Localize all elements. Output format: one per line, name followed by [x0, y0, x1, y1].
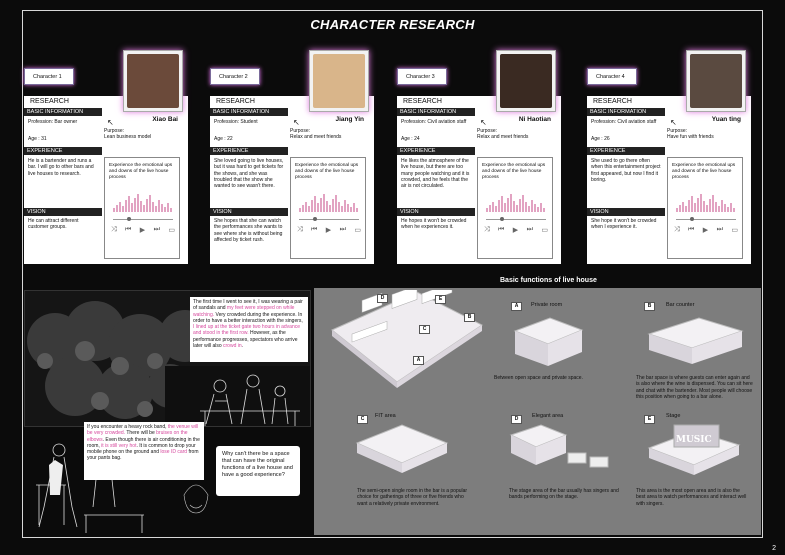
previous-icon[interactable]: ⏮: [311, 226, 318, 233]
area-a-text: Between open space and private space.: [494, 375, 583, 381]
plan-label-e: E: [435, 295, 446, 304]
wave-bar: [125, 200, 127, 212]
character-tab: Character 4: [587, 68, 637, 85]
vision-text: He hopes it won't be crowded when he experiences it.: [401, 218, 467, 231]
emotion-player-panel: [104, 157, 180, 259]
bar-counter-model: [644, 316, 744, 368]
purpose: [104, 128, 184, 140]
note-text: . Even though there is air conditioning in the room,: [87, 436, 200, 449]
wave-bar: [676, 208, 678, 212]
portrait-image: [690, 54, 742, 108]
fit-area-model: [352, 423, 452, 478]
wave-bar: [170, 208, 172, 212]
basic-info-header: BASIC INFORMATION: [397, 108, 475, 116]
wave-bar: [164, 207, 166, 212]
character-photo: [686, 50, 746, 112]
profession: Profession: Bar owner: [28, 119, 78, 125]
wave-bar: [128, 196, 130, 212]
emotion-player-panel: [667, 157, 743, 259]
wave-bar: [149, 195, 151, 212]
wave-bar: [113, 208, 115, 212]
age: Age : 24: [401, 136, 420, 142]
wave-bar: [353, 203, 355, 212]
wave-bar: [715, 202, 717, 212]
profession: Profession: Civil aviation staff: [401, 119, 467, 125]
wave-bar: [724, 204, 726, 212]
player-controls: [484, 226, 548, 234]
vision-header: VISION: [397, 208, 475, 216]
plan-label-c: C: [419, 325, 430, 334]
wave-bar: [510, 194, 512, 212]
playlist-icon[interactable]: ▭: [354, 227, 361, 234]
cursor-icon: ↖: [107, 118, 114, 127]
slider-knob[interactable]: [127, 217, 131, 221]
cursor-icon: ↖: [293, 118, 300, 127]
research-label: RESEARCH: [30, 98, 69, 105]
wave-bar: [323, 194, 325, 212]
wave-bar: [685, 206, 687, 212]
play-icon[interactable]: ▶: [512, 227, 519, 234]
experience-header: EXPERIENCE: [210, 147, 288, 155]
wave-bar: [682, 202, 684, 212]
area-a-title: Private room: [531, 302, 563, 308]
note-text: from your pants bag.: [87, 449, 199, 462]
basic-info-header: BASIC INFORMATION: [24, 108, 102, 116]
wave-bar: [329, 205, 331, 212]
vision-header: VISION: [24, 208, 102, 216]
character-photo: [496, 50, 556, 112]
wave-bar: [688, 200, 690, 212]
experience-header: EXPERIENCE: [397, 147, 475, 155]
note-highlight: lose ID card: [160, 449, 188, 456]
wave-bar: [134, 198, 136, 212]
area-b-text: The bar space is where guests can enter again and is also where the wine is dispensed. You can sit here and chat with the bartender. Most people will choose this position when going to a bar alone.: [636, 375, 753, 400]
wave-bar: [486, 208, 488, 212]
wave-bar: [302, 205, 304, 212]
wave-bar: [679, 205, 681, 212]
basic-info-header: BASIC INFORMATION: [587, 108, 665, 116]
plan-label-a: A: [413, 356, 424, 365]
emotion-waveform: [113, 190, 173, 212]
wave-bar: [522, 195, 524, 212]
shuffle-icon[interactable]: ⤨: [297, 226, 303, 233]
emotion-waveform: [299, 190, 359, 212]
functions-title: Basic functions of live house: [500, 277, 597, 284]
basic-info-header: BASIC INFORMATION: [210, 108, 288, 116]
note-highlight: the venue will be very crowded.: [87, 424, 199, 437]
wave-bar: [733, 208, 735, 212]
shuffle-icon[interactable]: ⤨: [484, 226, 490, 233]
character-name: Yuan ting: [711, 116, 741, 123]
character-tab: Character 3: [397, 68, 447, 85]
previous-icon[interactable]: ⏮: [125, 226, 132, 233]
character-card-1: [24, 68, 188, 264]
cursor-icon: ↖: [670, 118, 677, 127]
area-d-label: D: [511, 415, 522, 424]
vision-header: VISION: [587, 208, 665, 216]
wave-bar: [308, 206, 310, 212]
research-label: RESEARCH: [593, 98, 632, 105]
play-icon[interactable]: ▶: [325, 227, 332, 234]
previous-icon[interactable]: ⏮: [498, 226, 505, 233]
panel-text: Experience the emotional ups and downs of the live house process: [109, 163, 173, 180]
previous-icon[interactable]: ⏮: [688, 226, 695, 233]
plan-label-b: B: [464, 313, 475, 322]
emotion-player-panel: [290, 157, 366, 259]
slider-knob[interactable]: [500, 217, 504, 221]
next-icon[interactable]: ⏭: [153, 226, 160, 233]
wave-bar: [492, 202, 494, 212]
area-e-label: E: [644, 415, 655, 424]
area-b-label: B: [644, 302, 655, 311]
wave-bar: [122, 206, 124, 212]
purpose-label: Purpose:: [477, 128, 498, 134]
progress-slider[interactable]: [676, 219, 736, 220]
cursor-icon: ↖: [480, 118, 487, 127]
character-tab: Character 1: [24, 68, 74, 85]
character-photo: [123, 50, 183, 112]
wave-bar: [158, 200, 160, 212]
next-icon[interactable]: ⏭: [526, 226, 533, 233]
functions-panel: [314, 288, 761, 535]
emotion-player-panel: [477, 157, 553, 259]
playlist-icon[interactable]: ▭: [541, 227, 548, 234]
character-card-3: [397, 68, 561, 264]
wave-bar: [338, 202, 340, 212]
wave-bar: [131, 203, 133, 212]
emotion-waveform: [676, 190, 736, 212]
wave-bar: [727, 207, 729, 212]
wave-bar: [143, 205, 145, 212]
wave-bar: [528, 206, 530, 212]
panel-text: Experience the emotional ups and downs of the live house process: [672, 163, 736, 180]
purpose-value: Have fun with friends: [667, 134, 714, 140]
character-tab: Character 2: [210, 68, 260, 85]
wave-bar: [525, 202, 527, 212]
wave-bar: [116, 205, 118, 212]
character-photo: [309, 50, 369, 112]
wave-bar: [332, 199, 334, 212]
wave-bar: [119, 202, 121, 212]
slider-knob[interactable]: [313, 217, 317, 221]
progress-slider[interactable]: [113, 219, 173, 220]
character-card-2: [210, 68, 374, 264]
wave-bar: [320, 198, 322, 212]
area-a-label: A: [511, 302, 522, 311]
play-icon[interactable]: ▶: [139, 227, 146, 234]
wave-bar: [507, 198, 509, 212]
area-c-title: FIT area: [375, 413, 396, 419]
wave-bar: [531, 200, 533, 212]
wave-bar: [489, 205, 491, 212]
purpose: [290, 128, 370, 140]
area-c-label: C: [357, 415, 368, 424]
page-number: 2: [772, 545, 776, 552]
area-d-text: The stage area of the bar usually has singers and bands performing on the stage.: [509, 488, 619, 501]
elegant-area-model: [506, 423, 621, 478]
page-title: CHARACTER RESEARCH: [310, 17, 475, 32]
portrait-image: [127, 54, 179, 108]
playlist-icon[interactable]: ▭: [731, 227, 738, 234]
wave-bar: [712, 195, 714, 212]
age: Age : 26: [591, 136, 610, 142]
wave-bar: [703, 201, 705, 212]
vision-text: He can attract different customer groups.: [28, 218, 79, 231]
wave-bar: [317, 203, 319, 212]
wave-bar: [697, 198, 699, 212]
research-label: RESEARCH: [216, 98, 255, 105]
purpose: [667, 128, 747, 140]
experience-text: She used to go there often when this entertainment project first appeared, but now I find it boring.: [591, 158, 661, 183]
profession: Profession: Civil aviation staff: [591, 119, 657, 125]
floor-plan-iso: [322, 290, 487, 390]
area-d-title: Elegant area: [532, 413, 564, 419]
purpose-value: Relax and meet friends: [290, 134, 342, 140]
age: Age : 22: [214, 136, 233, 142]
wave-bar: [344, 200, 346, 212]
area-e-title: Stage: [666, 413, 681, 419]
note-text: .: [241, 343, 244, 350]
purpose-value: Relax and meet friends: [477, 134, 529, 140]
question-bubble: Why can't there be a space that can have the original functions of a live house and have a good experience?: [216, 446, 300, 496]
vision-header: VISION: [210, 208, 288, 216]
note-text: . It is common to drop your mobile phone on the ground and: [87, 442, 196, 456]
wave-bar: [700, 194, 702, 212]
purpose-label: Purpose:: [290, 128, 311, 134]
portrait-image: [500, 54, 552, 108]
wave-bar: [305, 202, 307, 212]
note-highlight: crowd in: [223, 343, 242, 350]
wave-bar: [311, 200, 313, 212]
wave-bar: [140, 201, 142, 212]
experience-note-rock-band: [84, 422, 204, 480]
note-text: If you encounter a heavy rock band,: [87, 424, 168, 430]
playlist-icon[interactable]: ▭: [168, 227, 175, 234]
character-name: Ni Haotian: [518, 116, 551, 123]
experience-text: He is a bartender and runs a bar. I will go to other bars and live houses to research.: [28, 158, 94, 177]
play-icon[interactable]: ▶: [702, 227, 709, 234]
emotion-waveform: [486, 190, 546, 212]
wave-bar: [501, 196, 503, 212]
player-controls: [674, 226, 738, 234]
experience-header: EXPERIENCE: [24, 147, 102, 155]
note-highlight: it is still very hot: [101, 442, 137, 449]
panel-text: Experience the emotional ups and downs of the live house process: [482, 163, 546, 180]
area-c-text: The semi-open single room in the bar is a popular choice for gatherings of three or five friends who want a relatively private environment.: [357, 488, 468, 507]
wave-bar: [137, 194, 139, 212]
note-highlight: I lined up at the ticket gate two hours in advance and stood in the first row.: [193, 324, 301, 337]
wave-bar: [540, 203, 542, 212]
wave-bar: [730, 203, 732, 212]
portrait-image: [313, 54, 365, 108]
wave-bar: [161, 204, 163, 212]
stage-model: [644, 423, 744, 478]
wave-bar: [146, 199, 148, 212]
wave-bar: [519, 199, 521, 212]
wave-bar: [537, 207, 539, 212]
wave-bar: [356, 208, 358, 212]
experience-header: EXPERIENCE: [587, 147, 665, 155]
wave-bar: [495, 206, 497, 212]
note-highlight: my feet were stepped on while watching.: [193, 305, 295, 318]
wave-bar: [347, 204, 349, 212]
wave-bar: [543, 208, 545, 212]
profession: Profession: Student: [214, 119, 258, 125]
purpose-label: Purpose:: [104, 128, 125, 134]
panel-text: Experience the emotional ups and downs of the live house process: [295, 163, 359, 180]
wave-bar: [152, 202, 154, 212]
wave-bar: [691, 196, 693, 212]
plan-label-d: D: [377, 294, 388, 303]
area-e-text: This area is the most open area and is also the best area to watch performances and interact well with singers.: [636, 488, 747, 507]
next-icon[interactable]: ⏭: [716, 226, 723, 233]
note-text: Very crowded during the experience. In order to have a better interaction with the singers,: [193, 311, 303, 324]
slider-knob[interactable]: [690, 217, 694, 221]
wave-bar: [341, 206, 343, 212]
wave-bar: [513, 201, 515, 212]
player-controls: [297, 226, 361, 234]
wave-bar: [167, 203, 169, 212]
experience-note-first-visit: [190, 297, 308, 362]
age: Age : 31: [28, 136, 47, 142]
wave-bar: [155, 206, 157, 212]
wave-bar: [299, 208, 301, 212]
stage-music-sign: MUSIC: [676, 435, 712, 445]
note-text: However, as the performance progresses, spectators who arrive later will also: [193, 330, 298, 350]
vision-text: She hopes that she can watch the performances she wants to see where she is without being affected by ticket rush.: [214, 218, 283, 243]
wave-bar: [504, 203, 506, 212]
experience-text: She loved going to live houses, but it was hard to get tickets for the shows, and she was troubled that the show she wanted to see wasn't there.: [214, 158, 284, 190]
wave-bar: [516, 205, 518, 212]
progress-slider[interactable]: [486, 219, 546, 220]
area-b-title: Bar counter: [666, 302, 695, 308]
wave-bar: [718, 206, 720, 212]
next-icon[interactable]: ⏭: [339, 226, 346, 233]
note-highlight: bruises on the elbows: [87, 430, 188, 443]
shuffle-icon[interactable]: ⤨: [111, 226, 117, 233]
progress-slider[interactable]: [299, 219, 359, 220]
wave-bar: [350, 207, 352, 212]
note-text: The first time I went to see it, I was wearing a pair of sandals and: [193, 299, 303, 312]
wave-bar: [335, 195, 337, 212]
wave-bar: [326, 201, 328, 212]
character-card-4: [587, 68, 751, 264]
research-label: RESEARCH: [403, 98, 442, 105]
experience-text: He likes the atmosphere of the live house, but there are too many people watching and it is crowded, and he feels that the air is not circulated.: [401, 158, 470, 190]
wave-bar: [721, 200, 723, 212]
vision-text: She hope it won't be crowded when I experience it.: [591, 218, 657, 231]
private-room-model: [510, 316, 585, 368]
wave-bar: [498, 200, 500, 212]
purpose-label: Purpose:: [667, 128, 688, 134]
shuffle-icon[interactable]: ⤨: [674, 226, 680, 233]
purpose-value: Lean business model: [104, 134, 152, 140]
wave-bar: [706, 205, 708, 212]
wave-bar: [694, 203, 696, 212]
wave-bar: [314, 196, 316, 212]
character-name: Xiao Bai: [152, 116, 178, 123]
purpose: [477, 128, 557, 140]
player-controls: [111, 226, 175, 234]
wave-bar: [534, 204, 536, 212]
note-text: There will be: [125, 430, 157, 437]
wave-bar: [709, 199, 711, 212]
character-name: Jiang Yin: [335, 116, 364, 123]
